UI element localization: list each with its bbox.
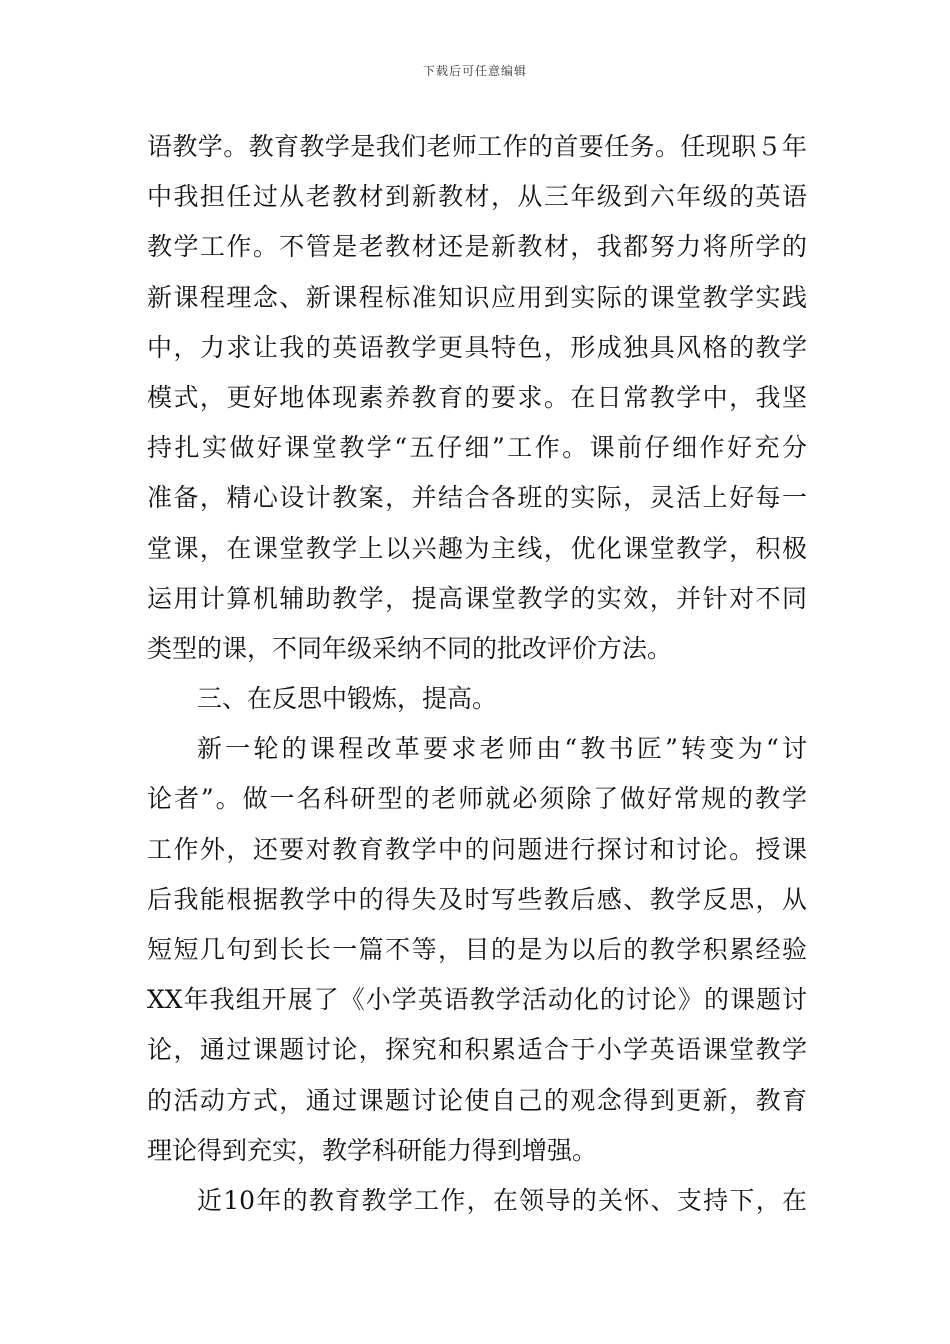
text-line: 近10年的教育教学工作，在领导的关怀、支持下，在: [197, 1185, 807, 1215]
text-line: 教学工作。不管是老教材还是新教材，我都努力将所学的: [147, 232, 807, 262]
text-line: 持扎实做好课堂教学“五仔细”工作。课前仔细作好充分: [147, 433, 807, 463]
text-line: 短短几句到长长一篇不等，目的是为以后的教学积累经验: [147, 935, 807, 964]
text-line: 中，力求让我的英语教学更具特色，形成独具风格的教学: [147, 332, 807, 362]
text-line: 新一轮的课程改革要求老师由“教书匠”转变为“讨: [197, 734, 807, 764]
text-line: 堂课，在课堂教学上以兴趣为主线，优化课堂教学，积极: [147, 533, 807, 563]
text-line: 的活动方式，通过课题讨论使自己的观念得到更新，教育: [147, 1085, 807, 1115]
document-body: [147, 122, 807, 1226]
text-line: 语教学。教育教学是我们老师工作的首要任务。任现职５年: [147, 132, 807, 161]
text-line: 理论得到充实，教学科研能力得到增强。: [147, 1135, 598, 1165]
text-line: 模式，更好地体现素养教育的要求。在日常教学中，我坚: [147, 382, 807, 412]
text-line: 新课程理念、新课程标准知识应用到实际的课堂教学实践: [147, 282, 807, 312]
text-line: 中我担任过从老教材到新教材，从三年级到六年级的英语: [147, 182, 807, 212]
text-line: 运用计算机辅助教学，提高课堂教学的实效，并针对不同: [147, 583, 807, 613]
page-header-note: 下载后可任意编辑: [422, 64, 527, 78]
text-line: 论者”。做一名科研型的老师就必须除了做好常规的教学: [147, 784, 807, 814]
text-line: 类型的课，不同年级采纳不同的批改评价方法。: [147, 633, 673, 663]
text-line: 后我能根据教学中的得失及时写些教后感、教学反思，从: [147, 884, 807, 914]
section-heading: 三、在反思中锻炼，提高。: [197, 684, 498, 714]
text-line: 准备，精心设计教案，并结合各班的实际，灵活上好每一: [147, 483, 807, 513]
text-line: 论，通过课题讨论，探究和积累适合于小学英语课堂教学: [147, 1035, 807, 1065]
text-line: 工作外，还要对教育教学中的问题进行探讨和讨论。授课: [147, 834, 807, 864]
text-line: XX年我组开展了《小学英语教学活动化的讨论》的课题讨: [147, 985, 807, 1015]
